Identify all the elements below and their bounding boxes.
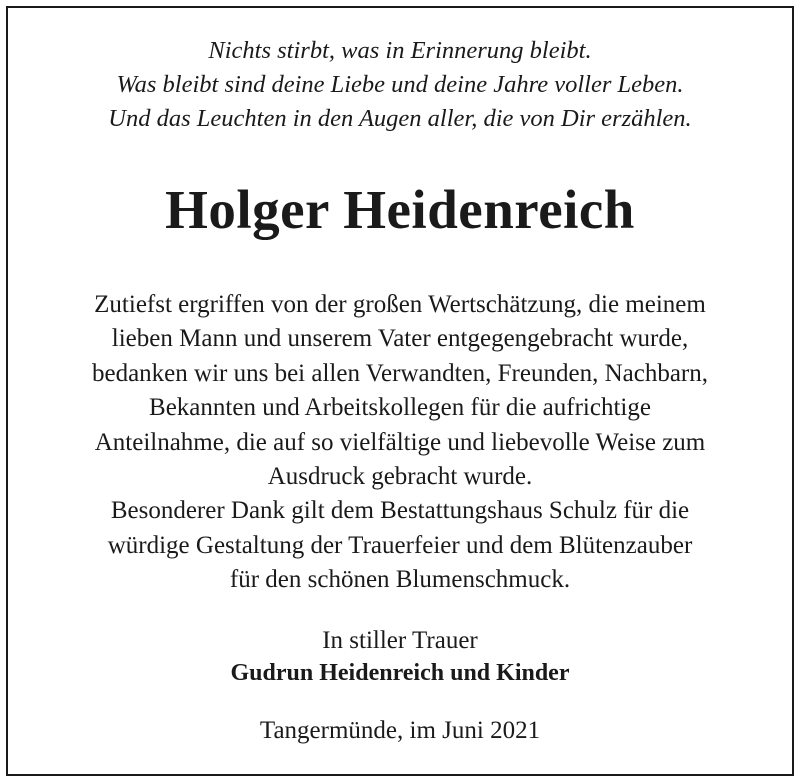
body-line: Besonderer Dank gilt dem Bestattungshaus Schulz für die — [110, 497, 690, 525]
closing-block — [8, 624, 792, 690]
signers: Gudrun Heidenreich und Kinder — [230, 660, 570, 686]
body-line: würdige Gestaltung der Trauerfeier und dem Blütenzauber — [107, 531, 693, 559]
body-line: Bekannten und Arbeitskollegen für die aufrichtige — [149, 394, 651, 422]
body-line: für den schönen Blumenschmuck. — [229, 566, 571, 594]
body-line: bedanken wir uns bei allen Verwandten, Freunden, Nachbarn, — [91, 359, 708, 387]
body-line: lieben Mann und unserem Vater entgegengebracht wurde, — [111, 325, 689, 353]
quote-line: Was bleibt sind deine Liebe und deine Jahre voller Leben. — [116, 71, 684, 98]
mourning-line: In stiller Trauer — [322, 627, 478, 654]
quote-line: Nichts stirbt, was in Erinnerung bleibt. — [208, 37, 592, 64]
deceased-name: Holger Heidenreich — [165, 179, 635, 240]
place-date: Tangermünde, im Juni 2021 — [259, 717, 541, 744]
body-line: Anteilnahme, die auf so vielfältige und liebevolle Weise zum — [94, 428, 706, 456]
body-line: Ausdruck gebracht wurde. — [267, 463, 533, 491]
body-line: Zutiefst ergriffen von der großen Wertschätzung, die meinem — [94, 291, 706, 318]
notice-frame — [6, 6, 794, 776]
memorial-quote — [8, 34, 792, 136]
quote-line: Und das Leuchten in den Augen aller, die von Dir erzählen. — [108, 105, 692, 132]
obituary-notice — [8, 8, 792, 774]
thank-you-text — [8, 288, 792, 598]
